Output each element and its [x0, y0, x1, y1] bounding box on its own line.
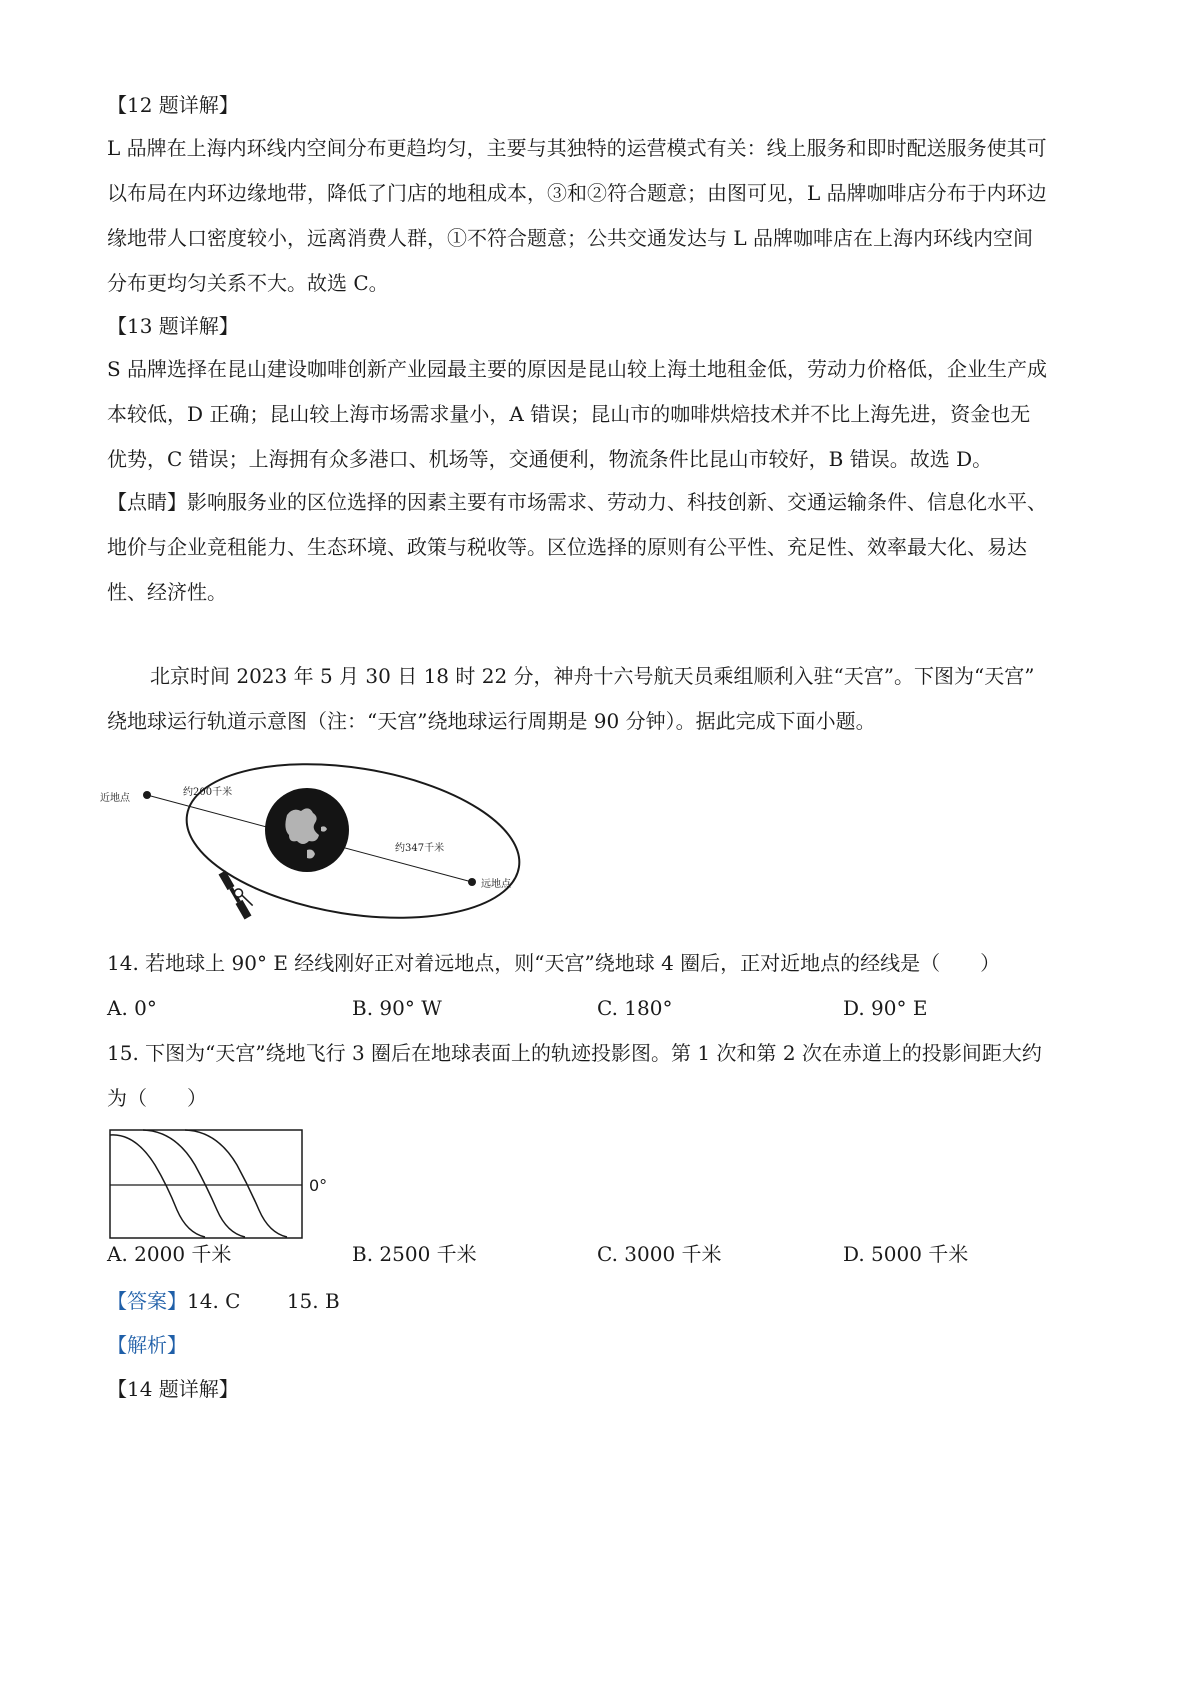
perigee-label: 近地点 — [100, 793, 130, 804]
ground-track-1 — [110, 1135, 205, 1237]
answer-line — [107, 1286, 1097, 1316]
equator-label: 0° — [309, 1176, 328, 1195]
q15-option-b[interactable]: B. 2500 千米 — [352, 1242, 477, 1266]
apogee-distance-label: 约347千米 — [395, 843, 445, 854]
intro-line: 绕地球运行轨道示意图（注：“天宫”绕地球运行周期是 90 分钟）。据此完成下面小题。 — [107, 709, 876, 733]
answer-label: 【答案】 — [107, 1289, 187, 1313]
q15-option-a[interactable]: A. 2000 千米 — [107, 1242, 232, 1266]
q12-line: L 品牌在上海内环线内空间分布更趋均匀，主要与其独特的运营模式有关：线上服务和即时配送服务使其可 — [107, 136, 1047, 160]
q14-option-d[interactable]: D. 90° E — [843, 996, 928, 1020]
perigee-distance-label: 约200千米 — [183, 787, 233, 798]
perigee-point — [143, 791, 151, 799]
ground-track-diagram — [105, 1125, 335, 1245]
q13-line: 本较低，D 正确；昆山较上海市场需求量小，A 错误；昆山市的咖啡烘焙技术并不比上海先进，资金也无 — [107, 402, 1031, 426]
analysis-label: 【解析】 — [107, 1333, 187, 1357]
q14-option-b[interactable]: B. 90° W — [352, 996, 442, 1020]
answer-text: 14. C 15. B — [187, 1289, 340, 1313]
tip-line: 【点睛】影响服务业的区位选择的因素主要有市场需求、劳动力、科技创新、交通运输条件、信息化水平、 — [107, 490, 1047, 514]
q14-detail-heading: 【14 题详解】 — [107, 1377, 239, 1401]
q12-heading: 【12 题详解】 — [107, 93, 239, 117]
q15-stem: 为（ ） — [107, 1086, 207, 1110]
q12-line: 以布局在内环边缘地带，降低了门店的地租成本，③和②符合题意；由图可见，L 品牌咖啡店分布于内环边 — [107, 181, 1047, 205]
orbit-diagram — [95, 755, 535, 935]
tip-line: 性、经济性。 — [107, 580, 227, 604]
ground-track-2 — [143, 1130, 245, 1237]
q14-option-c[interactable]: C. 180° — [597, 996, 673, 1020]
apogee-point — [468, 878, 476, 886]
q14-option-a[interactable]: A. 0° — [107, 996, 157, 1020]
q15-stem: 15. 下图为“天宫”绕地飞行 3 圈后在地球表面上的轨迹投影图。第 1 次和第 2 次在赤道上的投影间距大约 — [107, 1041, 1042, 1065]
ground-track-3 — [185, 1130, 287, 1237]
apogee-label: 远地点 — [481, 879, 511, 890]
q15-option-d[interactable]: D. 5000 千米 — [843, 1242, 969, 1266]
q13-line: S 品牌选择在昆山建设咖啡创新产业园最主要的原因是昆山较上海土地租金低，劳动力价格低，企业生产成 — [107, 357, 1048, 381]
q13-line: 优势，C 错误；上海拥有众多港口、机场等，交通便利，物流条件比昆山市较好，B 错误。故选 D。 — [107, 447, 993, 471]
q14-stem: 14. 若地球上 90° E 经线刚好正对着远地点，则“天宫”绕地球 4 圈后，正对近地点的经线是（ ） — [107, 951, 1001, 975]
q13-heading: 【13 题详解】 — [107, 314, 239, 338]
orbit-ellipse — [176, 755, 531, 935]
satellite-icon — [219, 867, 257, 919]
q15-option-c[interactable]: C. 3000 千米 — [597, 1242, 722, 1266]
tip-line: 地价与企业竞租能力、生态环境、政策与税收等。区位选择的原则有公平性、充足性、效率最大化、易达 — [107, 535, 1027, 559]
q12-line: 分布更均匀关系不大。故选 C。 — [107, 271, 389, 295]
intro-line: 北京时间 2023 年 5 月 30 日 18 时 22 分，神舟十六号航天员乘组顺利入驻“天宫”。下图为“天宫” — [150, 664, 1035, 688]
q12-line: 缘地带人口密度较小，远离消费人群，①不符合题意；公共交通发达与 L 品牌咖啡店在上海内环线内空间 — [107, 226, 1033, 250]
